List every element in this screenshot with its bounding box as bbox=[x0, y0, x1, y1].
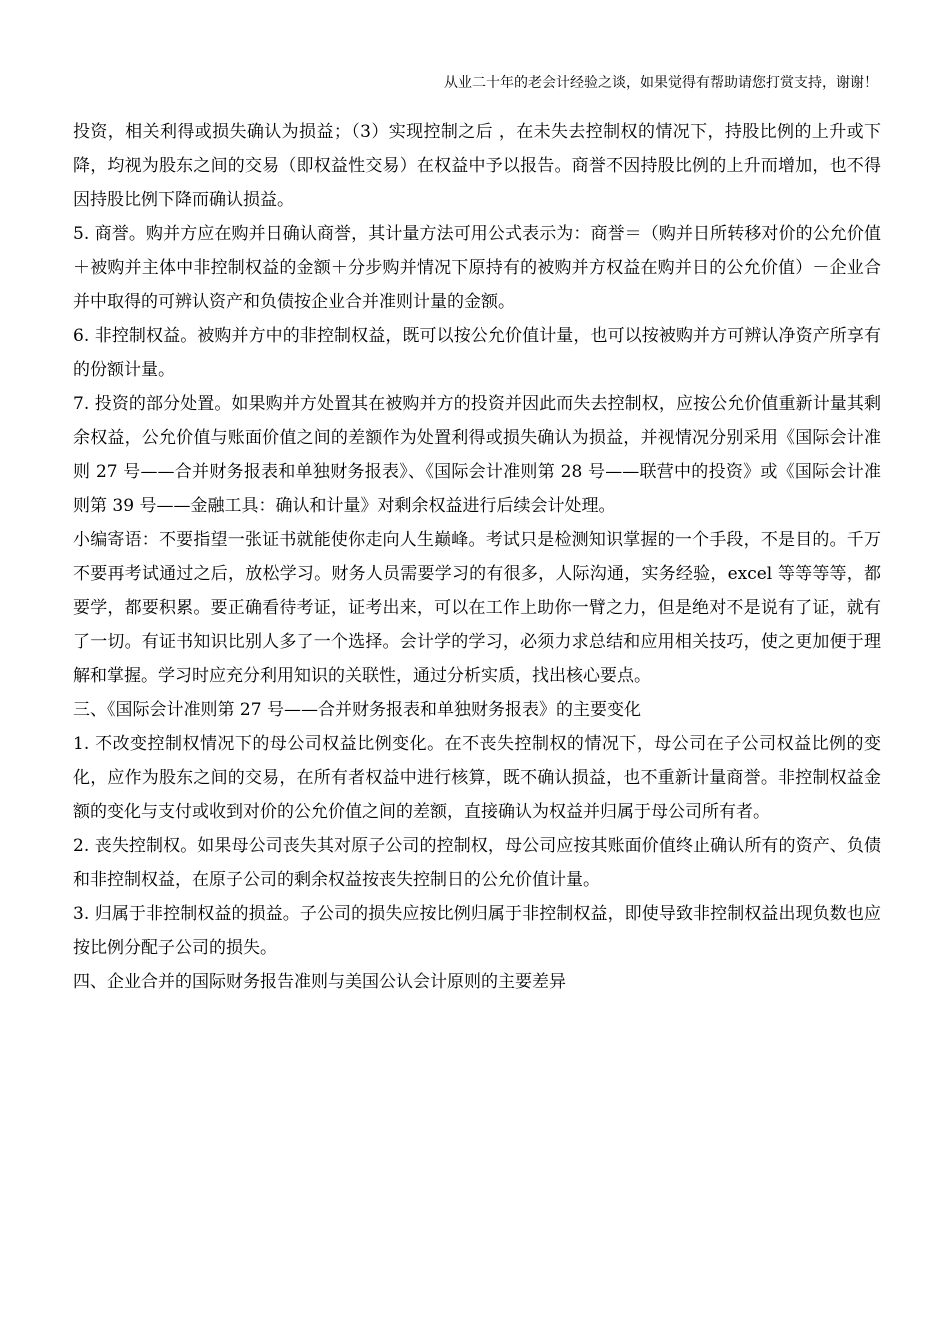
section-heading-ifrs-vs-usgaap: 四、企业合并的国际财务报告准则与美国公认会计原则的主要差异 bbox=[73, 972, 566, 992]
paragraph-partial-disposal: 7. 投资的部分处置。如果购并方处置其在被购并方的投资并因此而失去控制权，应按公允价值重新计量其剩余权益，公允价值与账面价值之间的差额作为处置利得或损失确认为损益，并视情况分别采用《国际会计准则 27 号——合并财务报表和单独财务报表》、《国际会计准则第 28 号——联营中的投资》或《国际会计准则第 39 号——金融工具：确认和计量》对剩余权益进行后续会计处理。 bbox=[73, 394, 881, 516]
paragraph-goodwill: 5. 商誉。购并方应在购并日确认商誉，其计量方法可用公式表示为：商誉＝（购并日所转移对价的公允价值＋被购并主体中非控制权益的金额＋分步购并情况下原持有的被购并方权益在购并日的公允价值）－企业合并中取得的可辨认资产和负债按企业合并准则计量的金额。 bbox=[73, 224, 881, 312]
page-header: 从业二十年的老会计经验之谈，如果觉得有帮助请您打赏支持，谢谢！ bbox=[444, 75, 878, 91]
paragraph-nci-losses: 3. 归属于非控制权益的损益。子公司的损失应按比例归属于非控制权益，即使导致非控制权益出现负数也应按比例分配子公司的损失。 bbox=[73, 904, 881, 958]
document-body bbox=[73, 115, 881, 999]
paragraph-continuation: 投资，相关利得或损失确认为损益；（3）实现控制之后 ，在未失去控制权的情况下，持股比例的上升或下降，均视为股东之间的交易（即权益性交易）在权益中予以报告。商誉不因持股比例的上升而增加，也不得因持股比例下降而确认损益。 bbox=[73, 122, 881, 210]
paragraph-non-controlling-interest: 6. 非控制权益。被购并方中的非控制权益，既可以按公允价值计量，也可以按被购并方可辨认净资产所享有的份额计量。 bbox=[73, 326, 881, 380]
paragraph-editor-note: 小编寄语：不要指望一张证书就能使你走向人生巅峰。考试只是检测知识掌握的一个手段，不是目的。千万不要再考试通过之后，放松学习。财务人员需要学习的有很多，人际沟通，实务经验，excel 等等等等，都要学，都要积累。要正确看待考证，证考出来，可以在工作上助你一臂之力，但是绝对不是说有了证，就有了一切。有证书知识比别人多了一个选择。会计学的学习，必须力求总结和应用相关技巧，使之更加便于理解和掌握。学习时应充分利用知识的关联性，通过分析实质，找出核心要点。 bbox=[73, 530, 881, 686]
paragraph-ownership-change: 1. 不改变控制权情况下的母公司权益比例变化。在不丧失控制权的情况下，母公司在子公司权益比例的变化，应作为股东之间的交易，在所有者权益中进行核算，既不确认损益，也不重新计量商誉。非控制权益金额的变化与支付或收到对价的公允价值之间的差额，直接确认为权益并归属于母公司所有者。 bbox=[73, 734, 881, 822]
paragraph-loss-of-control: 2. 丧失控制权。如果母公司丧失其对原子公司的控制权，母公司应按其账面价值终止确认所有的资产、负债和非控制权益，在原子公司的剩余权益按丧失控制日的公允价值计量。 bbox=[73, 836, 881, 890]
section-heading-ias27: 三、《国际会计准则第 27 号——合并财务报表和单独财务报表》的主要变化 bbox=[73, 700, 641, 720]
